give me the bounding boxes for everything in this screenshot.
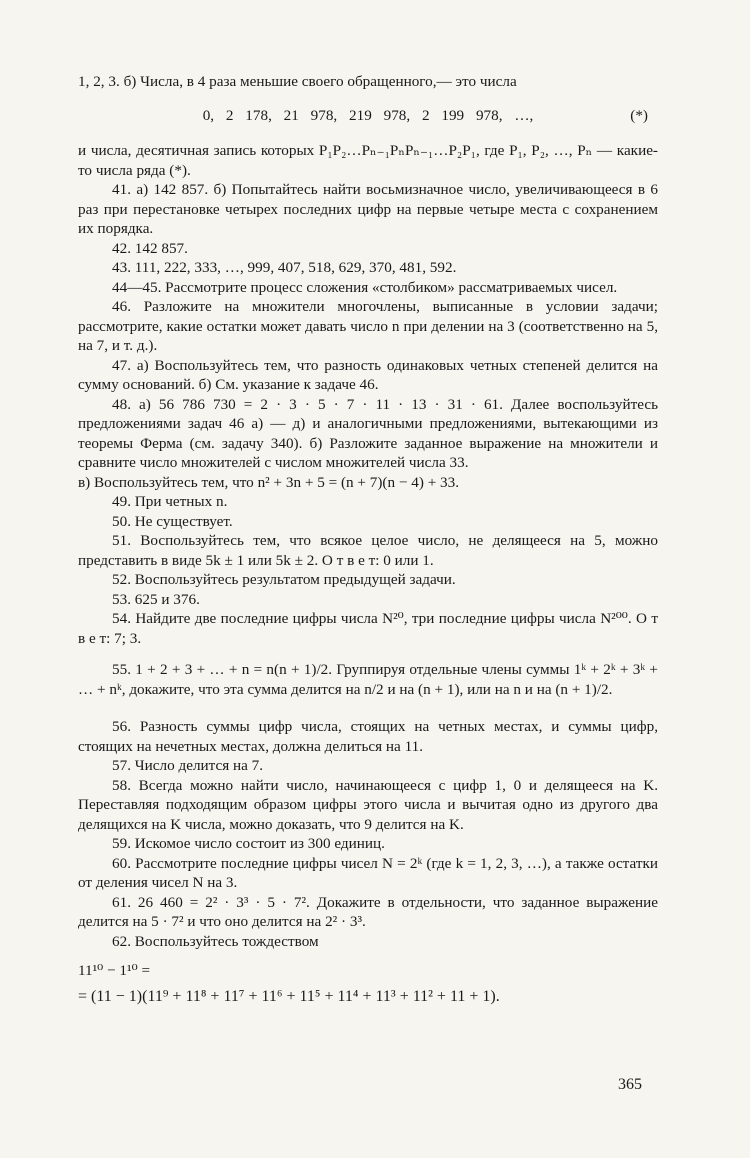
identity-lhs: 11¹⁰ − 1¹⁰ = [78, 962, 151, 979]
answer-62: 62. Воспользуйтесь тождеством [112, 932, 319, 950]
answer-50: 50. Не существует. [112, 512, 233, 530]
answer-48-v: в) Воспользуйтесь тем, что n² + 3n + 5 = (n + 7)(n − 4) + 33. [78, 473, 460, 491]
number-series [78, 106, 658, 126]
answer-49: 49. При четных n. [112, 493, 228, 510]
answers-text [78, 72, 658, 1006]
answer-51: 51. Воспользуйтесь тем, что всякое целое число, не делящееся на 5, можно представить в виде 5k ± 1 или 5k ± 2. О т в е т: 0 или 1. [78, 532, 658, 569]
answer-48: 48. а) 56 786 730 = 2 · 3 · 5 · 7 · 11 · 13 · 31 · 61. Далее воспользуйтесь предложениями задач 46 а) — д) и аналогичными предложениями, вытекающими из теоремы Ферма (см. задачу 340). б) Разложите заданное выражение на множители и сравните число множителей с числом множителей числа 33. [78, 395, 658, 471]
answer-60: 60. Рассмотрите последние цифры чисел N = 2ᵏ (где k = 1, 2, 3, …), а также остатки от деления чисел N на 3. [78, 854, 658, 891]
answer-41: 41. а) 142 857. б) Попытайтесь найти восьмизначное число, увеличивающееся в 6 раз при перестановке четырех последних цифр на первые четыре места с сохранением их порядка. [78, 181, 658, 237]
answer-57: 57. Число делится на 7. [112, 757, 264, 774]
answer-52: 52. Воспользуйтесь результатом предыдущей задачи. [112, 571, 456, 588]
identity-rhs: = (11 − 1)(11⁹ + 11⁸ + 11⁷ + 11⁶ + 11⁵ + 11⁴ + 11³ + 11² + 11 + 1). [78, 987, 500, 1005]
page-number: 365 [618, 1076, 642, 1093]
answer-1-3: 1, 2, 3. б) Числа, в 4 раза меньшие своего обращенного,— это числа [78, 73, 517, 90]
answer-43: 43. 111, 222, 333, …, 999, 407, 518, 629, 370, 481, 592. [112, 259, 457, 276]
answer-58: 58. Всегда можно найти число, начинающееся с цифр 1, 0 и делящееся на K. Переставляя подходящим образом цифры этого числа и вычитая одно из другого два делящихся на K числа, можно доказать, что 9 делится на K. [78, 776, 658, 833]
answer-1-3-cont: и числа, десятичная запись которых P₁P₂…Pₙ₋₁PₙPₙ₋₁…P₂P₁, где P₁, P₂, …, Pₙ — какие-то числа ряда (*). [78, 142, 658, 179]
answer-55: 55. 1 + 2 + 3 + … + n = n(n + 1)/2. Группируя отдельные члены суммы 1ᵏ + 2ᵏ + 3ᵏ + … + nᵏ, докажите, что эта сумма делится на n/2 и на (n + 1), или на n и на (n + 1)/2. [78, 661, 658, 698]
answer-53: 53. 625 и 376. [112, 590, 200, 608]
answer-46: 46. Разложите на множители многочлены, выписанные в условии задачи; рассмотрите, какие остатки может давать число n при делении на 3 (соответственно на 5, на 7, и т. д.). [78, 298, 658, 354]
answer-44-45: 44—45. Рассмотрите процесс сложения «столбиком» рассматриваемых чисел. [112, 278, 618, 296]
answer-56: 56. Разность суммы цифр числа, стоящих на четных местах, и суммы цифр, стоящих на нечетных местах, должна делиться на 11. [78, 718, 658, 755]
series-values: 0, 2 178, 21 978, 219 978, 2 199 978, …, [202, 106, 534, 124]
answer-54: 54. Найдите две последние цифры числа N²⁰, три последние цифры числа N²⁰⁰. О т в е т: 7; 3. [78, 610, 658, 647]
answer-59: 59. Искомое число состоит из 300 единиц. [112, 835, 385, 852]
series-mark: (*) [630, 106, 648, 124]
answer-47: 47. а) Воспользуйтесь тем, что разность одинаковых четных степеней делится на сумму оснований. б) См. указание к задаче 46. [78, 356, 658, 393]
answer-61: 61. 26 460 = 2² · 3³ · 5 · 7². Докажите в отдельности, что заданное выражение делится на 5 · 7² и что оно делится на 2² · 3³. [78, 893, 658, 930]
answer-42: 42. 142 857. [112, 239, 188, 257]
